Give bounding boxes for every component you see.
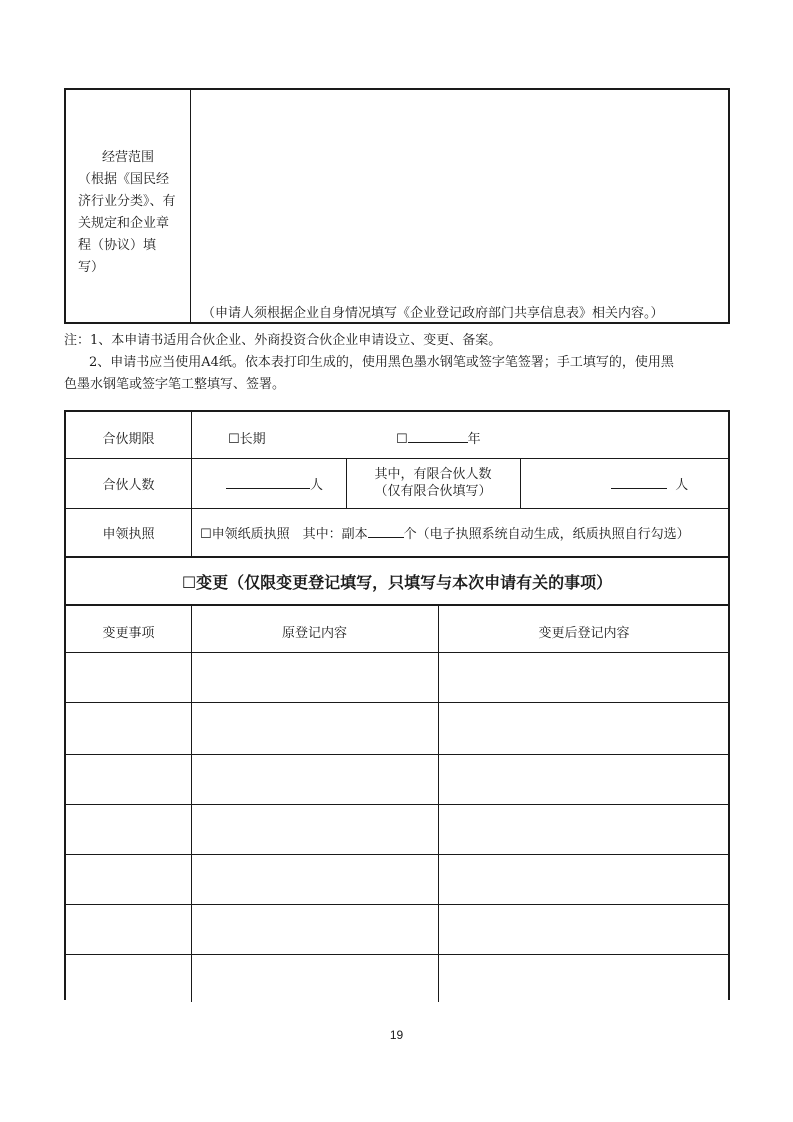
table-row-divider: [66, 954, 728, 955]
term-years-option[interactable]: [396, 428, 481, 447]
business-scope-table: [64, 88, 730, 324]
checkbox-icon[interactable]: ☐: [181, 573, 197, 592]
column-divider: [438, 604, 439, 1002]
change-section-title[interactable]: [66, 570, 728, 593]
checkbox-icon[interactable]: ☐: [228, 432, 240, 447]
business-scope-label-line: 经营范围: [101, 150, 154, 165]
license-text-b: 个（电子执照系统自动生成，纸质执照自行勾选）: [403, 527, 690, 542]
note-line-3: 色墨水钢笔或签字笔工整填写、签署。: [64, 377, 286, 392]
term-long-option[interactable]: [228, 428, 266, 447]
row-divider: [66, 458, 728, 459]
table-row-divider: [66, 702, 728, 703]
license-copies-field[interactable]: [368, 523, 404, 538]
term-long-label: 长期: [239, 432, 266, 447]
business-scope-label-line: 写）: [78, 260, 105, 275]
notes-block: [64, 330, 732, 396]
note-line-2: 2、申请书应当使用A4纸。依本表打印生成的，使用黑色墨水钢笔或签字笔签署；手工填写的，使用黑: [89, 355, 674, 370]
cell-divider: [520, 458, 521, 508]
license-label: 申领执照: [102, 527, 155, 542]
limited-partner-count-field[interactable]: [611, 474, 667, 489]
term-year-unit: 年: [467, 432, 481, 447]
page-number: 19: [389, 1028, 404, 1042]
business-scope-input-area[interactable]: [191, 90, 728, 290]
table-row-divider: [66, 754, 728, 755]
business-scope-label: [66, 90, 191, 322]
business-scope-note: （申请人须根据企业自身情况填写《企业登记政府部门共享信息表》相关内容。）: [202, 306, 664, 321]
limited-partner-label-line: 其中，有限合伙人数: [374, 467, 492, 482]
license-text-a: 申领纸质执照 其中：副本: [211, 527, 368, 542]
limited-partner-count-label: [346, 466, 520, 500]
partner-count-field[interactable]: [226, 474, 310, 489]
column-header-original: 原登记内容: [281, 626, 347, 641]
checkbox-icon[interactable]: ☐: [396, 432, 408, 447]
checkbox-icon[interactable]: ☐: [200, 527, 212, 542]
business-scope-label-line: 济行业分类》、有: [78, 194, 176, 209]
limited-partner-count-unit: 人: [675, 478, 689, 493]
label-column-divider: [191, 412, 192, 556]
partner-count-unit: 人: [310, 478, 324, 493]
license-option[interactable]: [200, 523, 690, 542]
column-divider: [191, 604, 192, 1002]
limited-partner-label-line: （仅有限合伙填写）: [374, 484, 492, 499]
table-row-divider: [66, 904, 728, 905]
section-divider: [66, 604, 728, 606]
limited-partner-count-field-group: [611, 474, 688, 493]
table-row-divider: [66, 804, 728, 805]
term-years-field[interactable]: [408, 428, 468, 443]
table-row-divider: [66, 652, 728, 653]
column-header-change-item: 变更事项: [102, 626, 155, 641]
business-scope-label-line: 关规定和企业章: [78, 216, 170, 231]
term-label: 合伙期限: [102, 432, 155, 447]
row-divider: [66, 508, 728, 509]
column-header-new: 变更后登记内容: [538, 626, 630, 641]
business-scope-label-line: 程（协议）填: [78, 238, 157, 253]
partner-count-field-group: [226, 474, 323, 493]
change-section-title-text: 变更（仅限变更登记填写，只填写与本次申请有关的事项）: [196, 573, 613, 592]
partner-count-label: 合伙人数: [102, 478, 155, 493]
business-scope-label-line: （根据《国民经: [78, 172, 170, 187]
section-divider: [66, 556, 728, 558]
registration-form-table: [64, 410, 730, 1000]
note-line-1: 注：1、本申请书适用合伙企业、外商投资合伙企业申请设立、变更、备案。: [64, 333, 502, 348]
table-row-divider: [66, 854, 728, 855]
